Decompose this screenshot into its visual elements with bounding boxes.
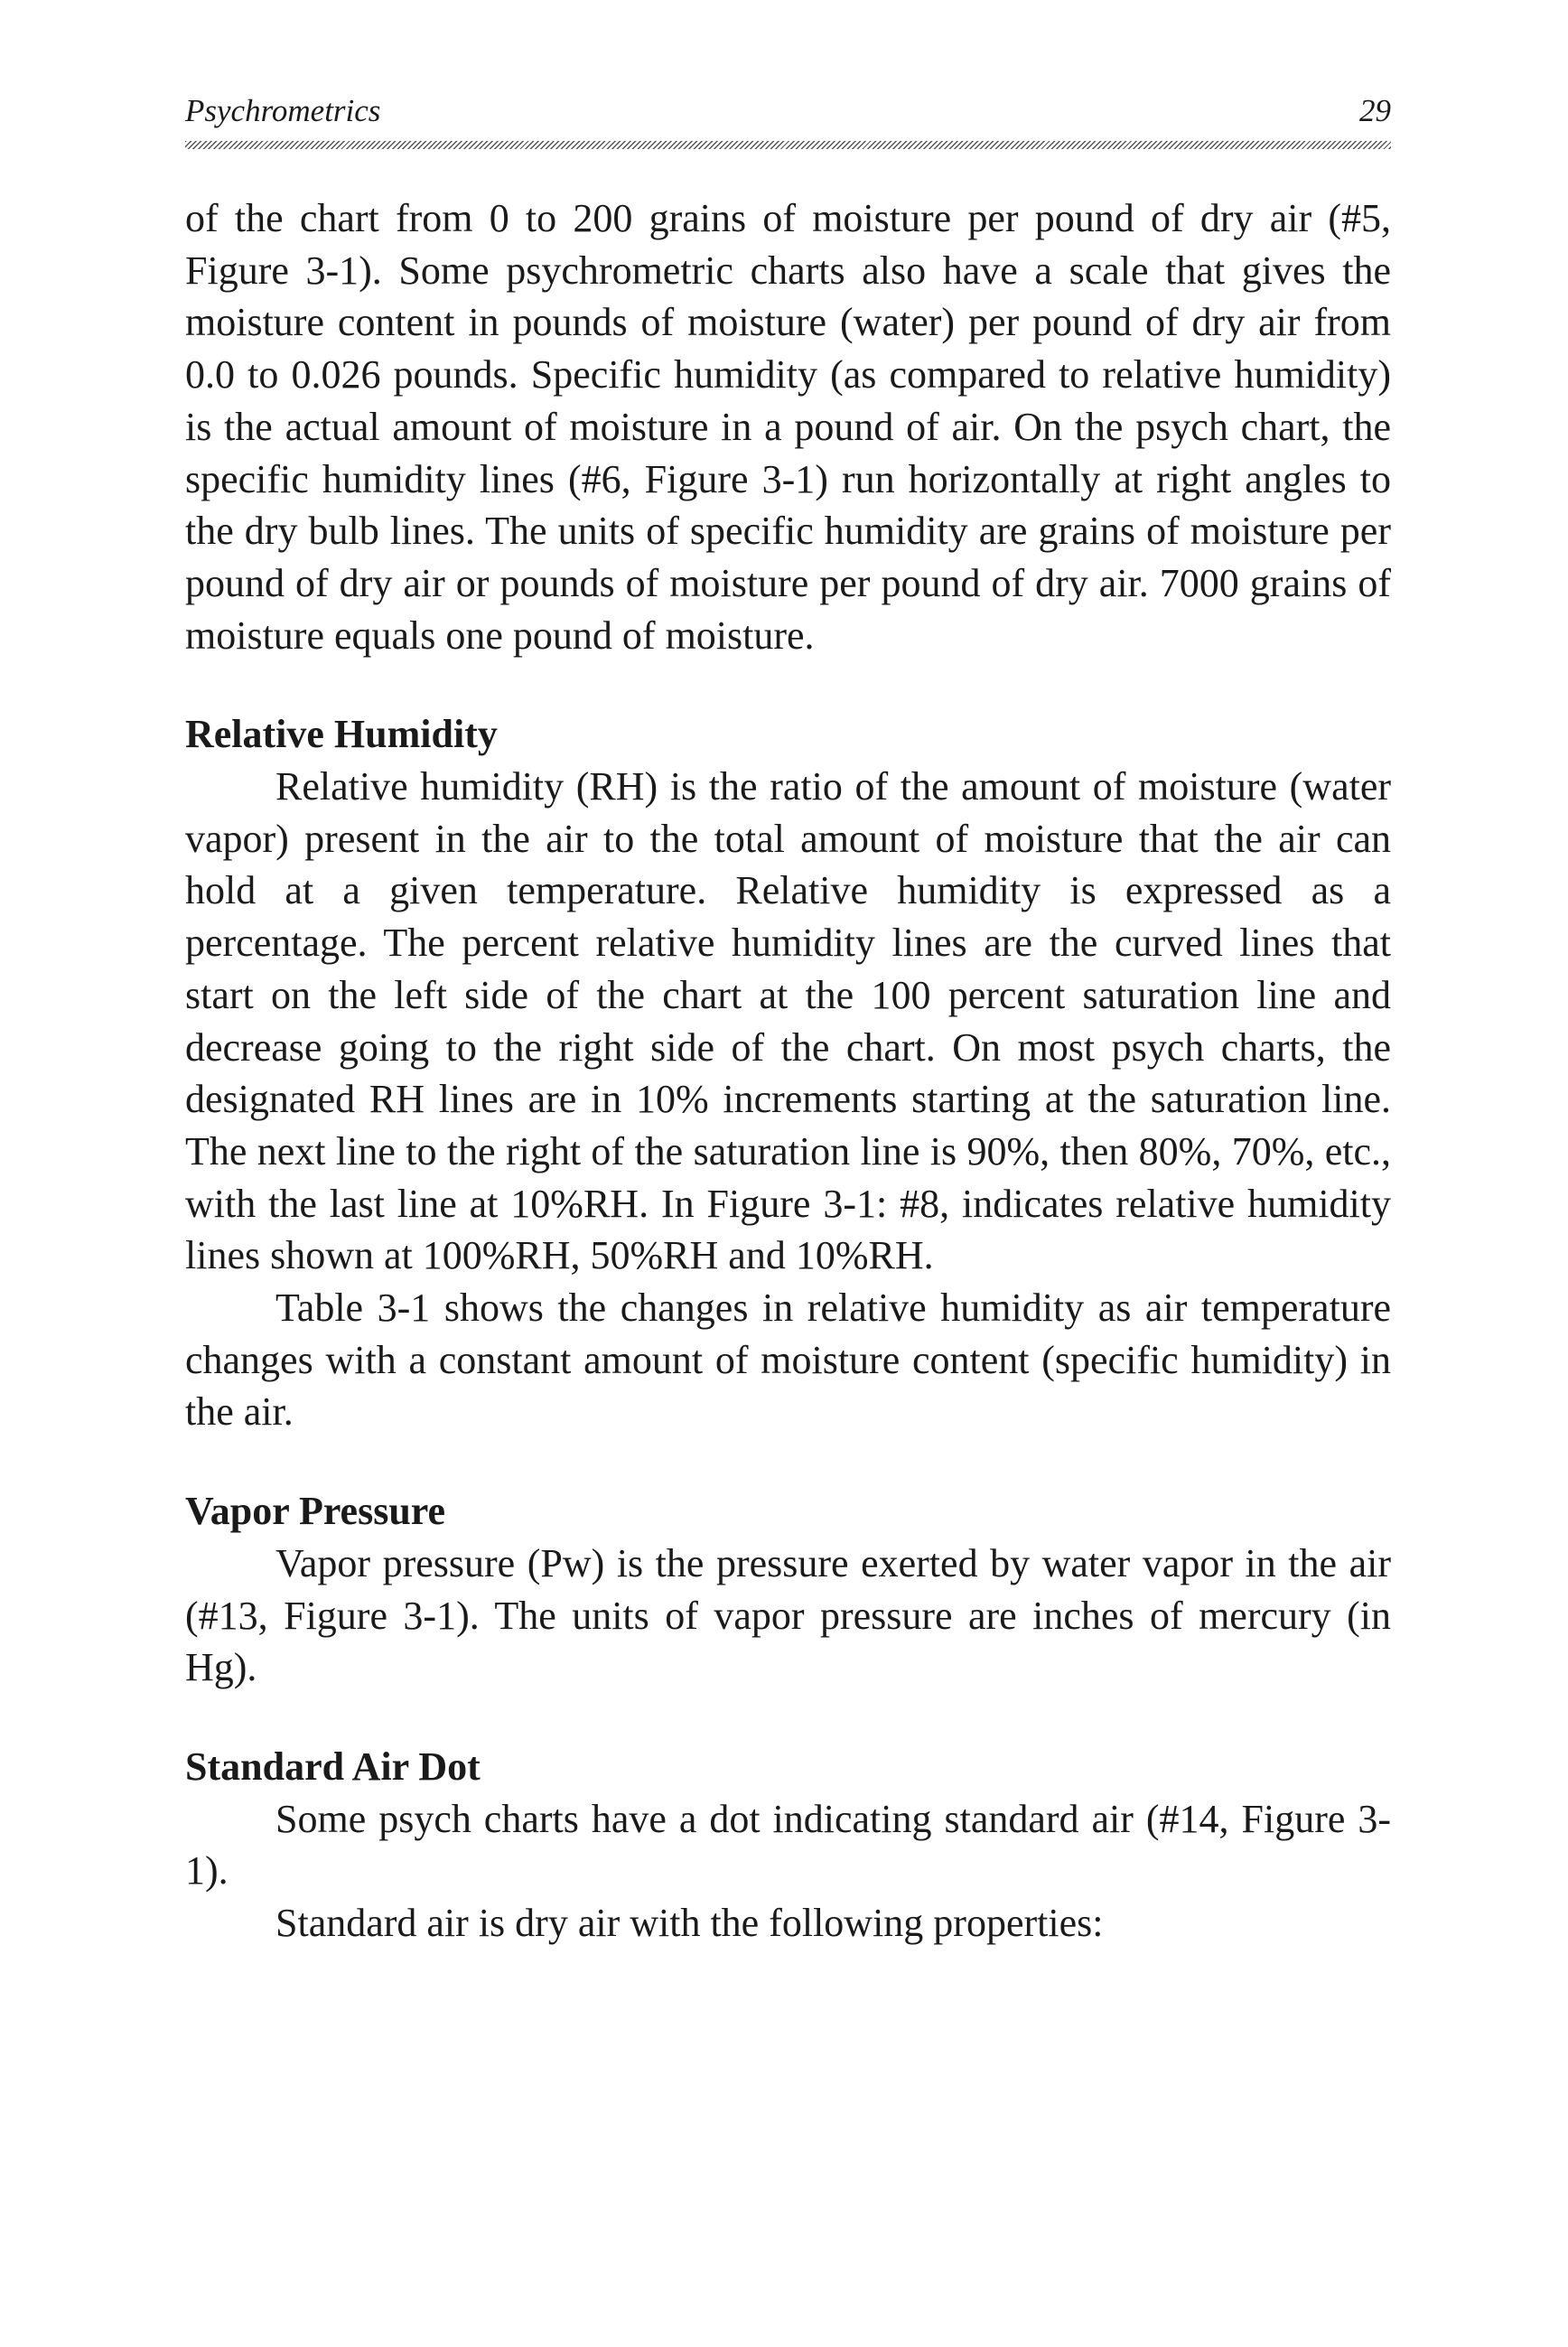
page-body: [185, 192, 1391, 1950]
page-number: 29: [1359, 93, 1391, 128]
relative-humidity-paragraph-2: Table 3-1 shows the changes in relative humidity as air temperature changes with a constant amount of moisture content (specific humidity) in the air.: [185, 1286, 1391, 1435]
section-gap: [185, 661, 1391, 708]
standard-air-dot-paragraph-1: Some psych charts have a dot indicating standard air (#14, Figure 3-1).: [185, 1796, 1391, 1893]
chapter-title: Psychrometrics: [185, 93, 381, 128]
standard-air-dot-paragraph-2: Standard air is dry air with the following properties:: [275, 1901, 1104, 1946]
relative-humidity-paragraph-1: Relative humidity (RH) is the ratio of the amount of moisture (water vapor) present in the air to the total amount of moisture that the air can hold at a given temperature. Relative humidity is expressed as a percentage. The percent relative humidity lines are the curved lines that start on the left side of the chart at the 100 percent saturation line and decrease going to the right side of the chart. On most psych charts, the designated RH lines are in 10% increments starting at the saturation line. The next line to the right of the saturation line is 90%, then 80%, 70%, etc., with the last line at 10%RH. In Figure 3-1: #8, indicates relative humidity lines shown at 100%RH, 50%RH and 10%RH.: [185, 764, 1391, 1278]
vapor-pressure-paragraph: Vapor pressure (Pw) is the pressure exerted by water vapor in the air (#13, Figure 3-1). The units of vapor pressure are inches of mercury (in Hg).: [185, 1540, 1391, 1690]
running-head: [185, 90, 1391, 132]
vapor-pressure-heading: Vapor Pressure: [185, 1489, 446, 1534]
book-page: [185, 90, 1391, 1950]
section-gap: [185, 1694, 1391, 1741]
standard-air-dot-heading: Standard Air Dot: [185, 1744, 481, 1789]
header-rule: [185, 141, 1391, 149]
section-gap: [185, 1438, 1391, 1485]
relative-humidity-heading: Relative Humidity: [185, 712, 498, 757]
intro-paragraph: of the chart from 0 to 200 grains of moisture per pound of dry air (#5, Figure 3-1). Some psychrometric charts also have a scale that gives the moisture content in pounds of moisture (water) per pound of dry air from 0.0 to 0.026 pounds. Specific humidity (as compared to relative humidity) is the actual amount of moisture in a pound of air. On the psych chart, the specific humidity lines (#6, Figure 3-1) run horizontally at right angles to the dry bulb lines. The units of specific humidity are grains of moisture per pound of dry air or pounds of moisture per pound of dry air. 7000 grains of moisture equals one pound of moisture.: [185, 196, 1391, 658]
